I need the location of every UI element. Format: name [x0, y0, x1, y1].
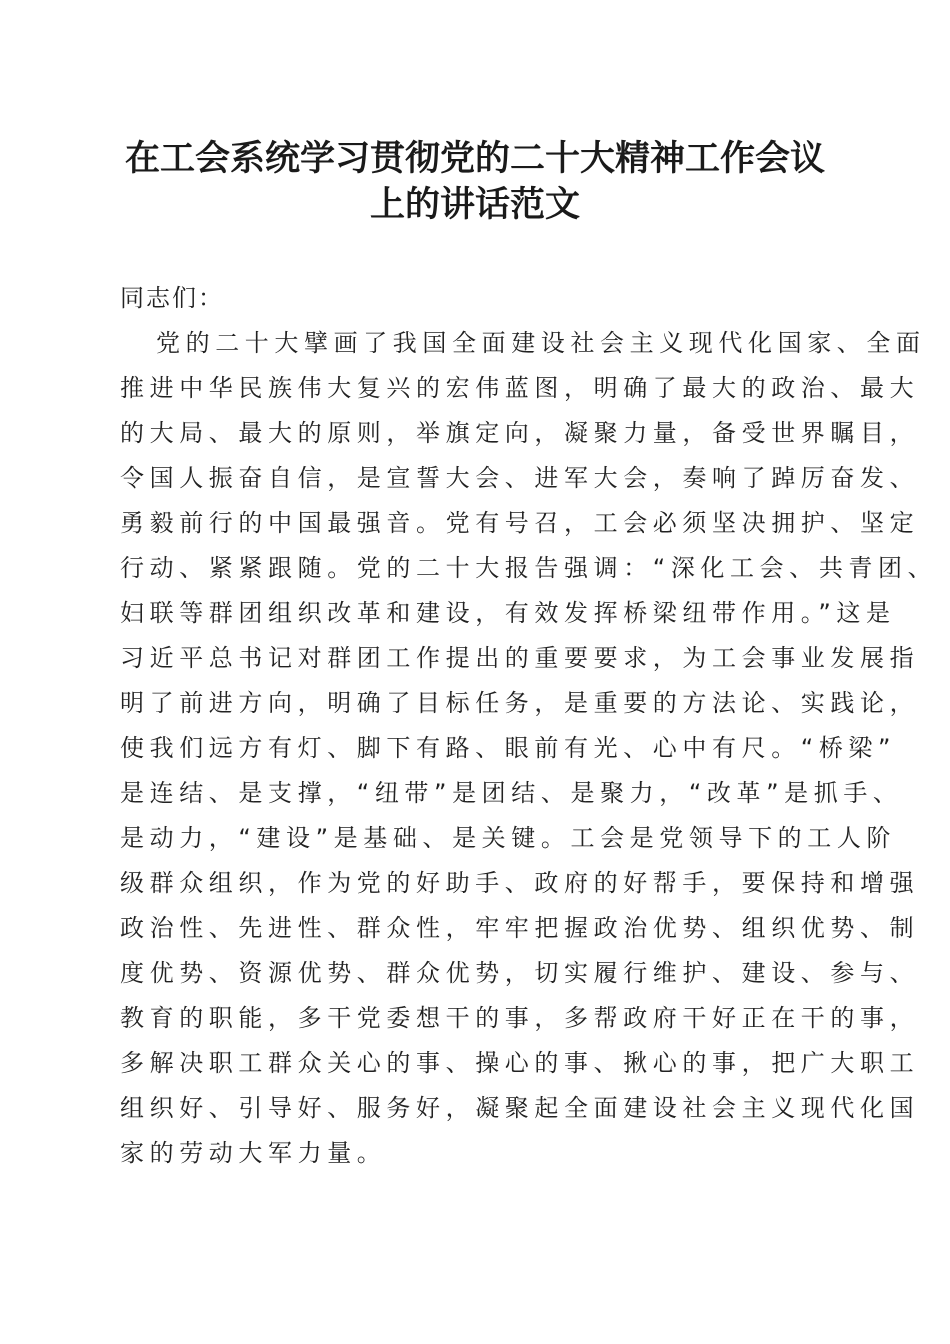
paragraph-line: 家的劳动大军力量。: [120, 1139, 387, 1167]
paragraph-line: 推进中华民族伟大复兴的宏伟蓝图，明确了最大的政治、最大: [120, 374, 920, 402]
paragraph-line: 令国人振奋自信，是宣誓大会、进军大会，奏响了踔厉奋发、: [120, 464, 920, 492]
paragraph-line: 是动力，“建设”是基础、是关键。工会是党领导下的工人阶: [120, 824, 897, 852]
paragraph-line: 的大局、最大的原则，举旗定向，凝聚力量，备受世界瞩目，: [120, 419, 920, 447]
salutation: 同志们：: [120, 284, 224, 312]
paragraph-line: 妇联等群团组织改革和建设，有效发挥桥梁纽带作用。”这是: [120, 599, 896, 627]
paragraph-line: 明了前进方向，明确了目标任务，是重要的方法论、实践论，: [120, 689, 920, 717]
paragraph-line: 行动、紧紧跟随。党的二十大报告强调：“深化工会、共青团、: [120, 554, 938, 582]
title-line-1: 在工会系统学习贯彻党的二十大精神工作会议: [124, 138, 825, 179]
paragraph-line: 习近平总书记对群团工作提出的重要要求，为工会事业发展指: [120, 644, 920, 672]
title-line-2: 上的讲话范文: [369, 184, 580, 225]
paragraph-line: 教育的职能，多干党委想干的事，多帮政府干好正在干的事，: [120, 1004, 920, 1032]
document-body: [120, 276, 938, 1176]
paragraph-line: 政治性、先进性、群众性，牢牢把握政治优势、组织优势、制: [120, 914, 920, 942]
paragraph-line: 党的二十大擘画了我国全面建设社会主义现代化国家、全面: [156, 329, 926, 357]
paragraph-line: 度优势、资源优势、群众优势，切实履行维护、建设、参与、: [120, 959, 920, 987]
paragraph-line: 多解决职工群众关心的事、操心的事、揪心的事，把广大职工: [120, 1049, 920, 1077]
paragraph-line: 使我们远方有灯、脚下有路、眼前有光、心中有尺。“桥梁”: [120, 734, 897, 762]
paragraph-line: 级群众组织，作为党的好助手、政府的好帮手，要保持和增强: [120, 869, 920, 897]
paragraph-line: 勇毅前行的中国最强音。党有号召，工会必须坚决拥护、坚定: [120, 509, 920, 537]
document-title: [100, 136, 850, 228]
paragraph-line: 是连结、是支撑，“纽带”是团结、是聚力，“改革”是抓手、: [120, 779, 903, 807]
paragraph-line: 组织好、引导好、服务好，凝聚起全面建设社会主义现代化国: [120, 1094, 920, 1122]
